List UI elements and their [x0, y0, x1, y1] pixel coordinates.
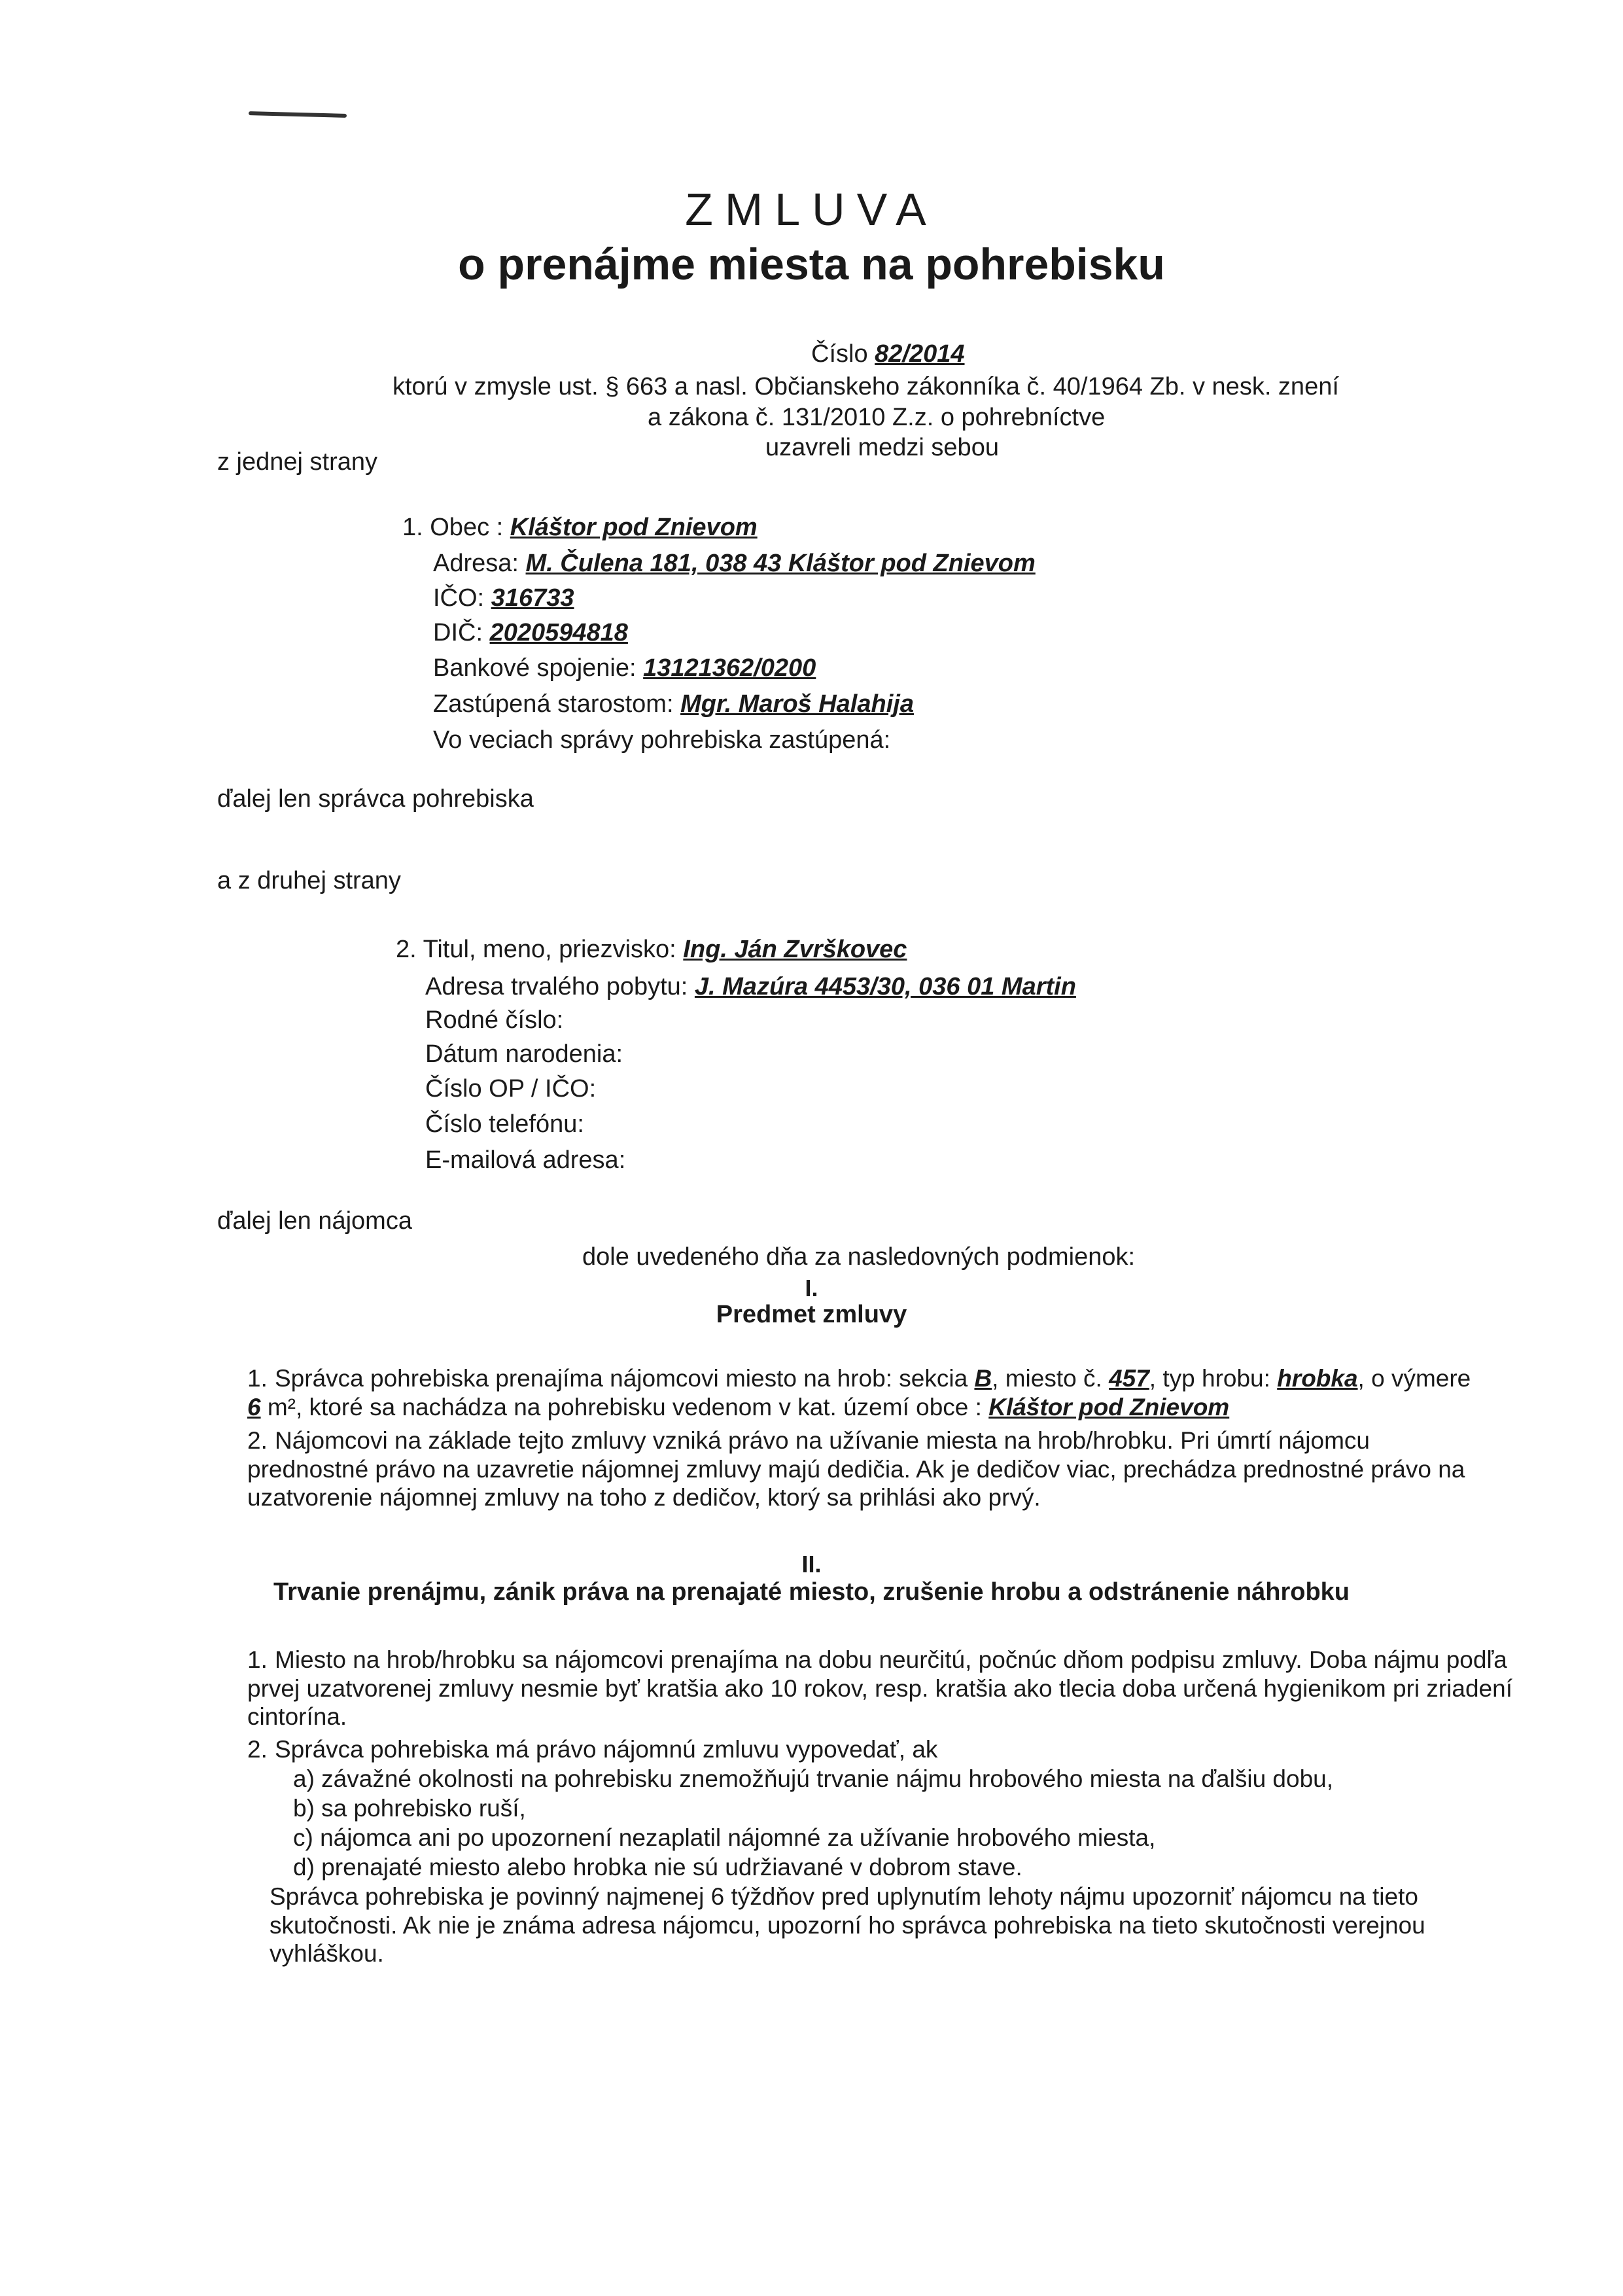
- obec-value: Kláštor pod Znievom: [988, 1393, 1230, 1421]
- contract-number-value: 82/2014: [875, 340, 965, 368]
- document-title: ZMLUVA: [685, 184, 938, 235]
- party1-adresa: Adresa: M. Čulena 181, 038 43 Kláštor pod Znievom: [433, 550, 1036, 577]
- section-2-item-2a: a) závažné okolnosti na pohrebisku znemožňujú trvanie nájmu hrobového miesta na ďalšiu dobu,: [293, 1765, 1334, 1792]
- section-1-number: I.: [805, 1275, 818, 1301]
- party1-dic: DIČ: 2020594818: [433, 619, 628, 646]
- intro-line-2: a zákona č. 131/2010 Z.z. o pohrebníctve: [648, 404, 1106, 431]
- party2-phone: Číslo telefónu:: [425, 1110, 584, 1138]
- section-1-item-2: 2. Nájomcovi na základe tejto zmluvy vzniká právo na užívanie miesta na hrob/hrobku. Pri úmrtí nájomcu prednostné právo na uzavretie nájomnej zmluvy majú dedičia. Ak je dedičov viac, prechádza prednostné právo na uzatvorenie nájomnej zmluvy na toho z dedičov, ktorý sa prihlási ako prvý.: [247, 1427, 1465, 1511]
- party1-admin: Vo veciach správy pohrebiska zastúpená:: [433, 726, 891, 754]
- intro-line-3: uzavreli medzi sebou: [765, 434, 999, 461]
- section-1-title: Predmet zmluvy: [716, 1301, 907, 1328]
- contract-number-label: Číslo: [811, 340, 868, 368]
- typ-value: hrobka: [1277, 1365, 1358, 1392]
- section-2-item-2d: d) prenajaté miesto alebo hrobka nie sú udržiavané v dobrom stave.: [293, 1854, 1022, 1881]
- section-2-item-2: 2. Správca pohrebiska má právo nájomnú zmluvu vypovedať, ak: [247, 1736, 938, 1763]
- section-2-title: Trvanie prenájmu, zánik práva na prenajaté miesto, zrušenie hrobu a odstránenie náhrobku: [273, 1578, 1350, 1606]
- party1-bank: Bankové spojenie: 13121362/0200: [433, 654, 816, 682]
- section-1-item-1: 1. Správca pohrebiska prenajíma nájomcovi miesto na hrob: sekcia B, miesto č. 457, typ hrobu: hrobka, o výmere 6 m², ktoré sa nachádza na pohrebisku vedenom v kat. území obce : Kláštor pod Znievom: [247, 1365, 1471, 1421]
- scan-pen-mark: [249, 111, 347, 118]
- section-2-item-2b: b) sa pohrebisko ruší,: [293, 1795, 526, 1822]
- section-2-closing: Správca pohrebiska je povinný najmenej 6 týždňov pred uplynutím lehoty nájmu upozorniť nájomcu na tieto skutočnosti. Ak nie je známa adresa nájomcu, upozorní ho správca pohrebiska na tieto skutočnosti verejnou vyhláškou.: [270, 1883, 1425, 1968]
- vymera-value: 6: [247, 1393, 261, 1421]
- party2-email: E-mailová adresa:: [425, 1146, 626, 1174]
- party1-representative: Zastúpená starostom: Mgr. Maroš Halahija: [433, 690, 914, 718]
- side-2-label: a z druhej strany: [217, 867, 401, 894]
- party2-name: 2. Titul, meno, priezvisko: Ing. Ján Zvrškovec: [396, 936, 907, 963]
- party1-ico: IČO: 316733: [433, 584, 574, 612]
- party2-role: ďalej len nájomca: [217, 1207, 412, 1235]
- intro-line-1: ktorú v zmysle ust. § 663 a nasl. Občianskeho zákonníka č. 40/1964 Zb. v nesk. znení: [393, 373, 1339, 400]
- party2-id-number: Číslo OP / IČO:: [425, 1075, 597, 1103]
- document-subtitle: o prenájme miesta na pohrebisku: [458, 239, 1165, 289]
- section-2-item-1: 1. Miesto na hrob/hrobku sa nájomcovi prenajíma na dobu neurčitú, počnúc dňom podpisu zmluvy. Doba nájmu podľa prvej uzatvorenej zmluvy nesmie byť kratšia ako 10 rokov, resp. kratšia ako tlecia doba určená hygienikom pri zriadení cintorína.: [247, 1646, 1512, 1731]
- contract-number: [811, 340, 965, 369]
- sekcia-value: B: [974, 1365, 992, 1392]
- party1-role: ďalej len správca pohrebiska: [217, 785, 534, 813]
- party2-birth-number: Rodné číslo:: [425, 1006, 564, 1034]
- conditions-line: dole uvedeného dňa za nasledovných podmienok:: [582, 1243, 1136, 1271]
- section-2-item-2c: c) nájomca ani po upozornení nezaplatil nájomné za užívanie hrobového miesta,: [293, 1824, 1156, 1851]
- party1-obec: 1. Obec : Kláštor pod Znievom: [402, 514, 758, 541]
- party2-address: Adresa trvalého pobytu: J. Mazúra 4453/30, 036 01 Martin: [425, 973, 1076, 1000]
- side-1-label: z jednej strany: [217, 448, 378, 476]
- miesto-value: 457: [1109, 1365, 1149, 1392]
- section-2-number: II.: [801, 1551, 822, 1578]
- party2-birth-date: Dátum narodenia:: [425, 1040, 623, 1068]
